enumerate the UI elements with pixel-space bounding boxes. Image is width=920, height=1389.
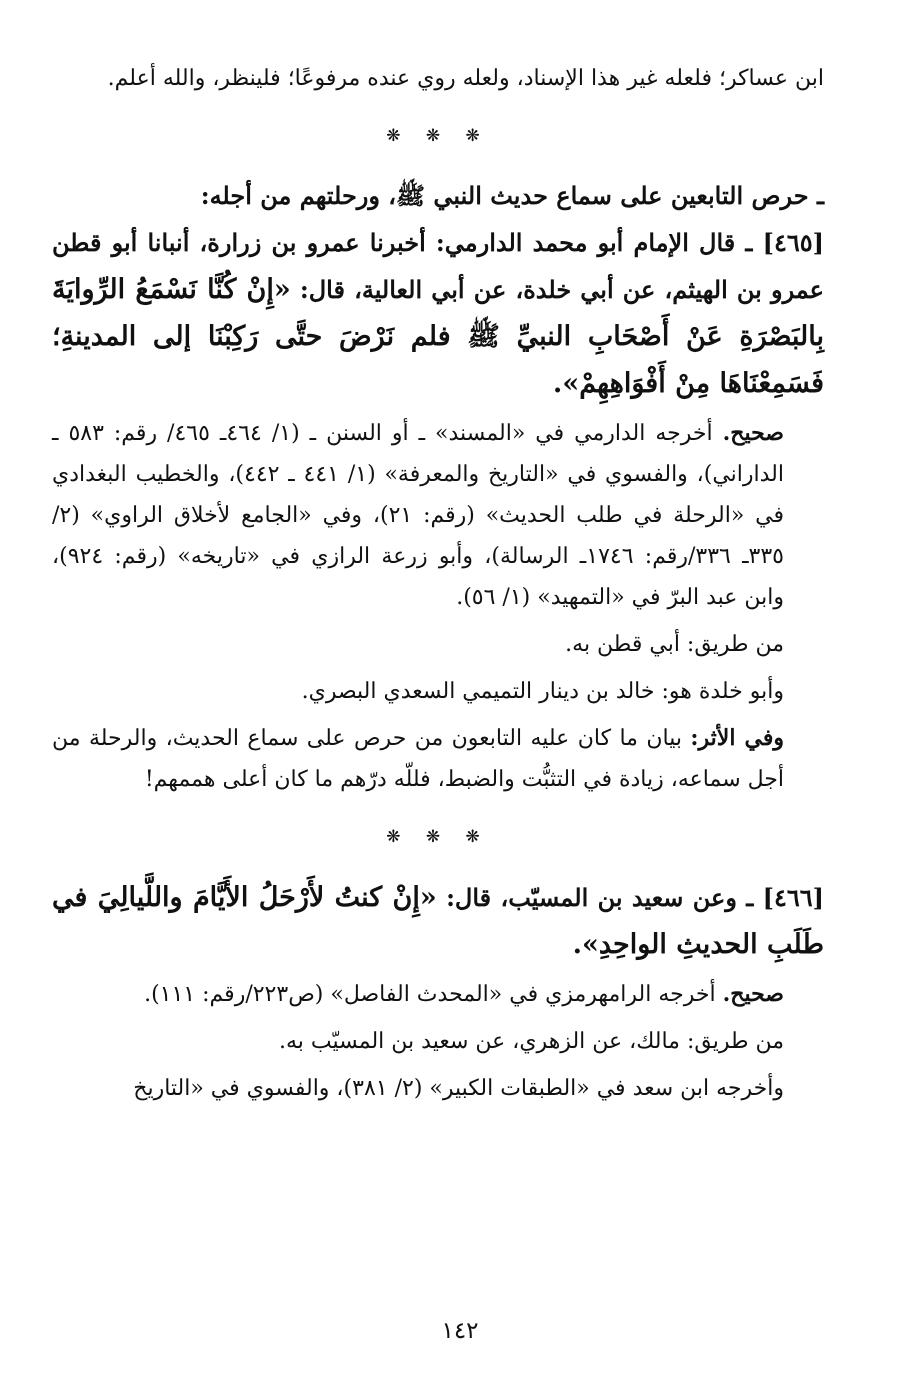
hadith-465-takhrij-text: أخرجه الدارمي في «المسند» ـ أو السنن ـ (١/ ٤٦٤ـ ٤٦٥/ رقم: ٥٨٣ ـ الداراني)، والفسوي في «التاريخ والمعرفة» (١/ ٤٤١ ـ ٤٤٢)، والخطيب البغدادي في «الرحلة في طلب الحديث» (رقم: ٢١)، وفي «الجامع لأخلاق الراوي» (٢/ ٣٣٥ـ ٣٣٦/رقم: ١٧٤٦ـ الرسالة)، وأبو زرعة الرازي في «تاريخه» (رقم: ٩٢٤)، وابن عبد البرّ في «التمهيد» (١/ ٥٦). [52,421,784,610]
hadith-466-route: من طريق: مالك، عن الزهري، عن سعيد بن المسيّب به. [278,1029,784,1054]
hadith-465-takhrij [52,413,824,618]
section-heading: ـ حرص التابعين على سماع حديث النبي ﷺ، ورحلتهم من أجله: [200,181,824,210]
page-number: ١٤٢ [441,1318,479,1344]
hadith-465-isnad: ـ قال الإمام أبو محمد الدارمي: أخبرنا عمرو بن زرارة، أنبانا أبو قطن عمرو بن الهيثم، عن أبي خلدة، عن أبي العالية، قال: [52,228,825,304]
hadith-466-isnad: ـ وعن سعيد بن المسيّب، قال: [446,883,754,912]
section-separator: ❋ ❋ ❋ [386,126,490,146]
hadith-465-matn: «إِنْ كُنَّا نَسْمَعُ الرِّوايَةَ بِالبَصْرَةِ عَنْ أَصْحَابِ النبيِّ ﷺ فلم نَرْضَ حتَّى رَكِبْنَا إلى المدينةِ؛ فَسَمِعْنَاهَا مِنْ أَفْوَاهِهِمْ». [52,274,824,399]
hadith-465-grade: صحيح. [722,420,784,446]
hadith-465-athar [52,718,824,800]
hadith-465-route: من طريق: أبي قطن به. [565,632,784,657]
hadith-466-takhrij [52,974,824,1015]
continuation-text: ابن عساكر؛ فلعله غير هذا الإسناد، ولعله روي عنده مرفوعًا؛ فلينظر، والله أعلم. [107,66,824,91]
hadith-465 [52,219,824,407]
section-separator-2: ❋ ❋ ❋ [386,827,490,847]
continuation-paragraph [52,58,824,99]
athar-text: بيان ما كان عليه التابعون من حرص على سماع الحديث، والرحلة من أجل سماعه، زيادة في التثبُّت والضبط، فللّه درّهم ما كان أعلى هممهم! [52,726,784,792]
hadith-465-narrator-note: وأبو خلدة هو: خالد بن دينار التميمي السعدي البصري. [301,679,784,704]
hadith-465-number: [٤٦٥] [762,228,825,257]
hadith-466-grade: صحيح. [722,981,784,1007]
hadith-466-takhrij-text: أخرجه الرامهرمزي في «المحدث الفاصل» (ص٢٢٣/رقم: ١١١). [144,982,716,1007]
hadith-466-matn: «إِنْ كنتُ لأَرْحَلُ الأَيَّامَ واللَّيالِيَ في طَلَبِ الحديثِ الواحِدِ». [52,882,824,960]
athar-label: وفي الأثر: [690,725,785,751]
hadith-466 [52,874,824,968]
hadith-466-number: [٤٦٦] [762,883,824,912]
hadith-466-more-takhrij: وأخرجه ابن سعد في «الطبقات الكبير» (٢/ ٣٨١)، والفسوي في «التاريخ [133,1076,784,1101]
